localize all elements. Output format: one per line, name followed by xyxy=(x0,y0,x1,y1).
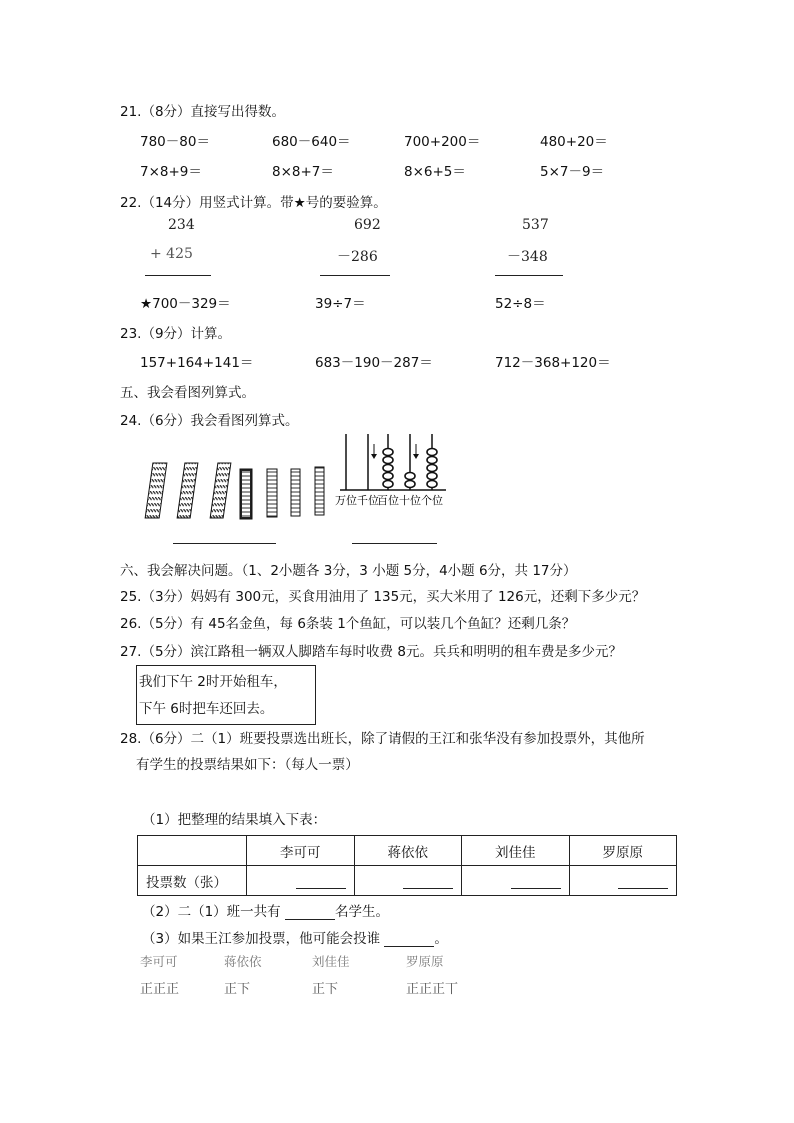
answer-line[interactable] xyxy=(352,543,437,544)
abacus-label: 个位 xyxy=(421,494,443,507)
q23-item: 157+164+141＝ xyxy=(140,355,254,371)
ten-bundle xyxy=(267,469,277,517)
vertical-line xyxy=(145,275,211,276)
vertical-top: 234 xyxy=(168,217,195,233)
vote-count-cell[interactable] xyxy=(569,866,677,896)
q21-header: 21.（8分）直接写出得数。 xyxy=(120,104,286,120)
vertical-top: 537 xyxy=(522,217,549,233)
q21-item: 8×6+5＝ xyxy=(404,164,466,180)
abacus-label: 千位 xyxy=(357,494,379,507)
vertical-bottom: －348 xyxy=(507,249,548,265)
section-six-heading: 六、我会解决问题。（1、2小题各 3分，3 小题 5分，4小题 6分，共 17分） xyxy=(120,563,577,579)
q23-item: 712－368+120＝ xyxy=(495,355,611,371)
q21-item: 8×8+7＝ xyxy=(272,164,334,180)
q21-item: 480+20＝ xyxy=(540,134,608,150)
vertical-line xyxy=(320,275,390,276)
q22-header: 22.（14分）用竖式计算。带★号的要验算。 xyxy=(120,195,387,211)
table-header-cell: 罗原原 xyxy=(569,836,677,866)
thousand-bundle xyxy=(210,463,231,518)
q26-text: 26.（5分）有 45名金鱼，每 6条装 1个鱼缸，可以装几个鱼缸？还剩几条？ xyxy=(120,616,576,632)
vertical-bottom: + 425 xyxy=(150,246,193,262)
q28-sub2: （2）二（1）班一共有 名学生。 xyxy=(142,904,389,920)
stick-bundles-illustration xyxy=(140,455,330,525)
candidate-name: 罗原原 xyxy=(406,954,444,969)
table-row xyxy=(138,866,677,896)
q27-text: 27.（5分）滨江路租一辆双人脚踏车每时收费 8元。兵兵和明明的租车费是多少元？ xyxy=(120,644,622,660)
tally-marks: 正正正丅 xyxy=(406,982,459,997)
vertical-top: 692 xyxy=(354,217,381,233)
q21-item: 5×7－9＝ xyxy=(540,164,605,180)
q28-sub1: （1）把整理的结果填入下表： xyxy=(142,812,327,828)
candidate-name: 刘佳佳 xyxy=(312,954,350,969)
vote-choice-blank[interactable] xyxy=(384,932,434,947)
thousand-bundle xyxy=(177,463,198,518)
table-header-cell xyxy=(138,836,247,866)
table-header-cell: 蒋依依 xyxy=(354,836,462,866)
q21-item: 780－80＝ xyxy=(140,134,210,150)
section-five-heading: 五、我会看图列算式。 xyxy=(120,385,255,401)
vertical-bottom: －286 xyxy=(337,249,378,265)
q21-item: 680－640＝ xyxy=(272,134,351,150)
tally-marks: 正下 xyxy=(224,982,251,997)
q24-header: 24.（6分）我会看图列算式。 xyxy=(120,413,299,429)
ten-bundle xyxy=(291,469,300,516)
tally-marks: 正正正 xyxy=(140,982,180,997)
q23-item: 683－190－287＝ xyxy=(315,355,433,371)
q27-info-box xyxy=(136,665,316,725)
q27-box-line: 下午 6时把车还回去。 xyxy=(139,701,274,717)
answer-line[interactable] xyxy=(173,543,276,544)
vote-count-cell[interactable] xyxy=(247,866,355,896)
student-count-blank[interactable] xyxy=(285,905,335,920)
ten-bundle xyxy=(315,467,324,515)
vote-count-cell[interactable] xyxy=(462,866,570,896)
q28-sub3: （3）如果王江参加投票，他可能会投谁 。 xyxy=(142,931,448,947)
table-row xyxy=(138,836,677,866)
q28-text: 28.（6分）二（1）班要投票选出班长，除了请假的王江和张华没有参加投票外，其他所 xyxy=(120,731,645,747)
abacus-label: 百位 xyxy=(377,494,399,507)
abacus-label: 十位 xyxy=(399,494,421,507)
table-header-cell: 李可可 xyxy=(247,836,355,866)
candidate-name: 蒋依依 xyxy=(224,954,262,969)
q27-box-line: 我们下午 2时开始租车， xyxy=(139,674,287,690)
candidate-name: 李可可 xyxy=(140,954,178,969)
thousand-bundle xyxy=(145,463,167,518)
q22-item: ★700－329＝ xyxy=(140,296,231,312)
q25-text: 25.（3分）妈妈有 300元，买食用油用了 135元，买大米用了 126元，还剩下多少元？ xyxy=(120,589,646,605)
q28-text: 有学生的投票结果如下：（每人一票） xyxy=(136,757,359,773)
q22-item: 52÷8＝ xyxy=(495,296,546,312)
q21-item: 700+200＝ xyxy=(404,134,481,150)
vote-table xyxy=(137,835,677,896)
vote-count-cell[interactable] xyxy=(354,866,462,896)
vertical-line xyxy=(495,275,563,276)
q22-item: 39÷7＝ xyxy=(315,296,366,312)
abacus-label: 万位 xyxy=(335,494,357,507)
q21-item: 7×8+9＝ xyxy=(140,164,202,180)
tally-marks: 正下 xyxy=(312,982,339,997)
abacus-illustration xyxy=(335,432,450,520)
table-header-cell: 刘佳佳 xyxy=(462,836,570,866)
table-row-label: 投票数（张） xyxy=(138,866,247,896)
q23-header: 23.（9分）计算。 xyxy=(120,326,232,342)
